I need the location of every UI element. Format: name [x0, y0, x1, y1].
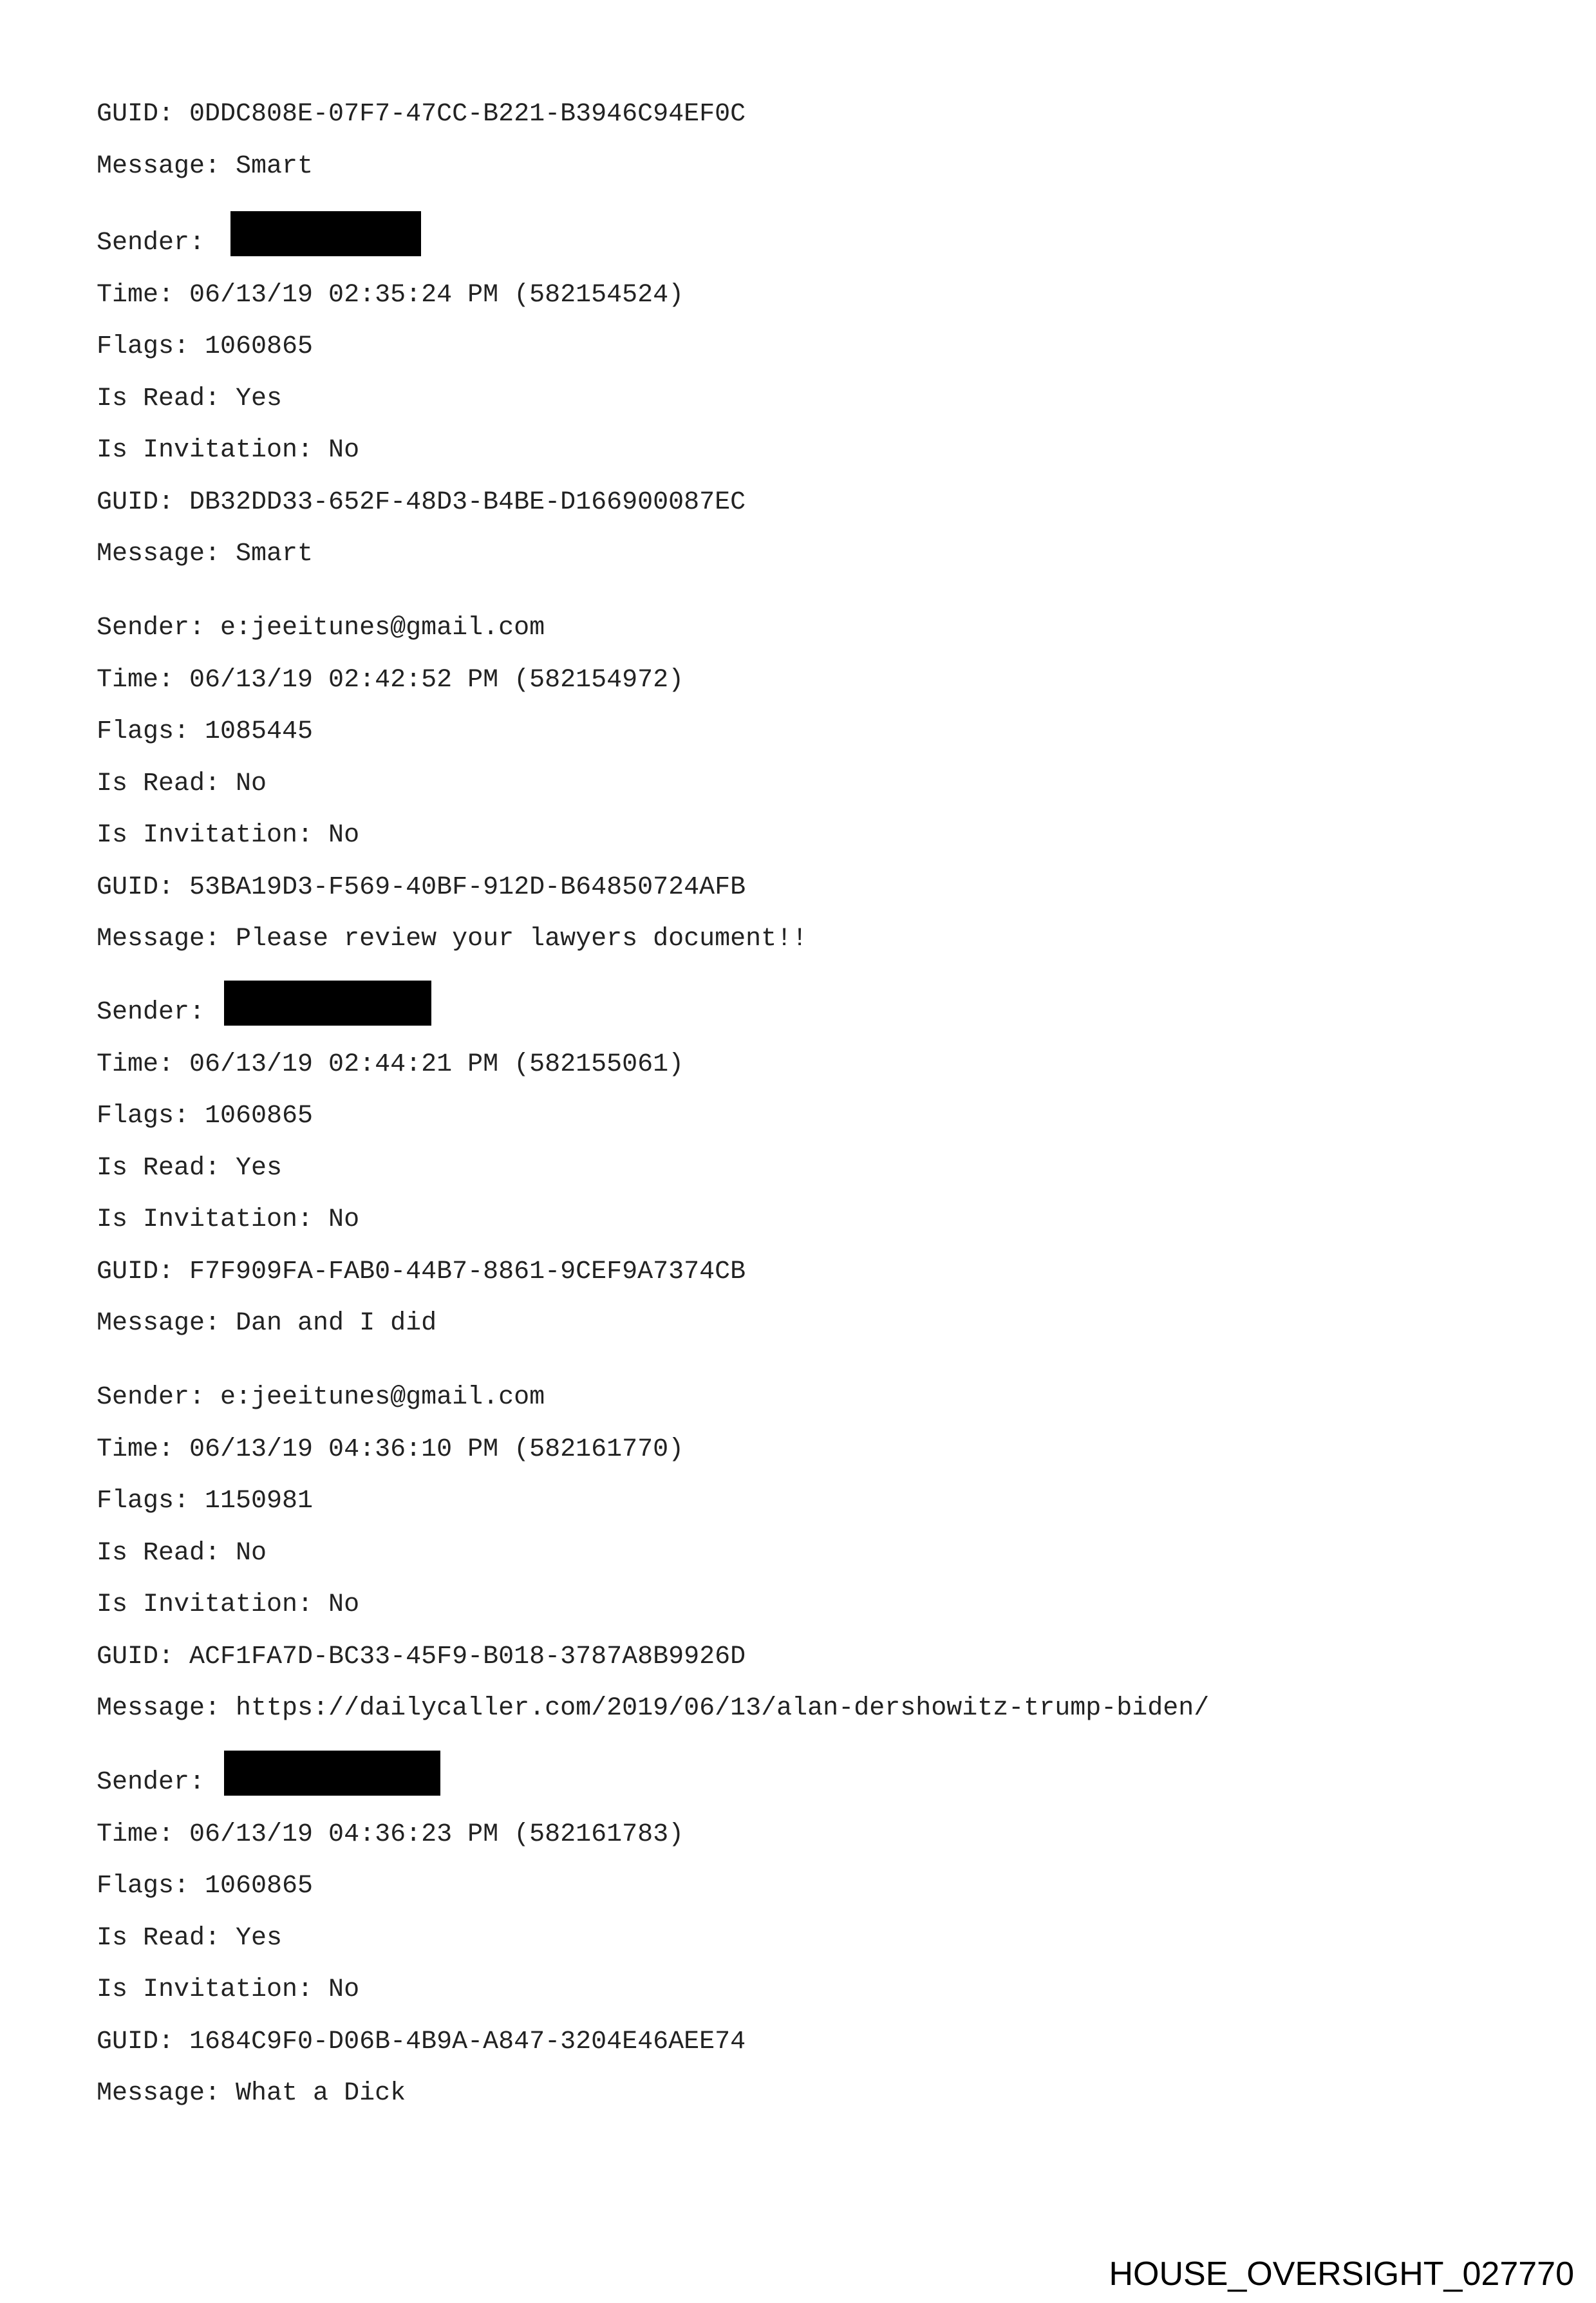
guid-line: GUID: 0DDC808E-07F7-47CC-B221-B3946C94EF0C	[97, 100, 746, 129]
redaction-box	[224, 981, 431, 1026]
redaction-box	[224, 1751, 440, 1796]
flags-line: Flags: 1060865	[97, 332, 314, 361]
sender-label: Sender:	[97, 1383, 221, 1412]
flags-line: Flags: 1060865	[97, 1102, 314, 1131]
flags-line: Flags: 1085445	[97, 717, 314, 746]
guid-line: GUID: F7F909FA-FAB0-44B7-8861-9CEF9A7374CB	[97, 1257, 746, 1286]
bates-number: HOUSE_OVERSIGHT_027770	[1109, 2255, 1574, 2293]
sender-label: Sender:	[97, 1768, 221, 1797]
time-line: Time: 06/13/19 02:42:52 PM (582154972)	[97, 665, 684, 695]
sender-value: e:jeeitunes@gmail.com	[220, 1383, 545, 1412]
guid-line: GUID: DB32DD33-652F-48D3-B4BE-D166900087EC	[97, 487, 746, 517]
redaction-box	[230, 211, 421, 256]
sender-label: Sender:	[97, 229, 221, 258]
flags-line: Flags: 1060865	[97, 1872, 314, 1901]
message-record	[97, 230, 1513, 567]
time-line: Time: 06/13/19 02:35:24 PM (582154524)	[97, 280, 684, 310]
sender-line	[97, 1385, 1513, 1411]
sender-line	[97, 1000, 1513, 1026]
time-line: Time: 06/13/19 04:36:10 PM (582161770)	[97, 1434, 684, 1464]
guid-line: GUID: 53BA19D3-F569-40BF-912D-B64850724AFB	[97, 872, 746, 902]
message-record	[97, 1770, 1513, 2107]
is-invitation-line: Is Invitation: No	[97, 436, 360, 465]
is-invitation-line: Is Invitation: No	[97, 821, 360, 850]
sender-value: e:jeeitunes@gmail.com	[220, 614, 545, 643]
sender-line	[97, 616, 1513, 641]
is-invitation-line: Is Invitation: No	[97, 1205, 360, 1234]
guid-line: GUID: ACF1FA7D-BC33-45F9-B018-3787A8B9926D	[97, 1642, 746, 1671]
is-read-line: Is Read: No	[97, 1538, 267, 1568]
message-record	[97, 1385, 1513, 1722]
message-record	[97, 616, 1513, 952]
sender-label: Sender:	[97, 998, 221, 1027]
message-line: Message: Smart	[97, 540, 314, 569]
message-record	[97, 1000, 1513, 1337]
message-line: Message: https://dailycaller.com/2019/06/13/alan-dershowitz-trump-biden/	[97, 1694, 1210, 1723]
is-invitation-line: Is Invitation: No	[97, 1590, 360, 1619]
time-line: Time: 06/13/19 02:44:21 PM (582155061)	[97, 1049, 684, 1079]
time-line: Time: 06/13/19 04:36:23 PM (582161783)	[97, 1819, 684, 1849]
message-line: Message: Please review your lawyers document!!	[97, 925, 808, 954]
sender-label: Sender:	[97, 614, 221, 643]
is-read-line: Is Read: Yes	[97, 1153, 283, 1183]
message-line: Message: Smart	[97, 151, 314, 181]
guid-line: GUID: 1684C9F0-D06B-4B9A-A847-3204E46AEE74	[97, 2027, 746, 2056]
is-read-line: Is Read: Yes	[97, 384, 283, 413]
sender-line	[97, 230, 1513, 256]
sender-line	[97, 1770, 1513, 1796]
is-invitation-line: Is Invitation: No	[97, 1975, 360, 2004]
message-line: Message: What a Dick	[97, 2079, 406, 2108]
is-read-line: Is Read: No	[97, 769, 267, 798]
message-line: Message: Dan and I did	[97, 1309, 437, 1338]
lead-record-fragment	[97, 102, 1513, 180]
flags-line: Flags: 1150981	[97, 1487, 314, 1516]
is-read-line: Is Read: Yes	[97, 1923, 283, 1953]
